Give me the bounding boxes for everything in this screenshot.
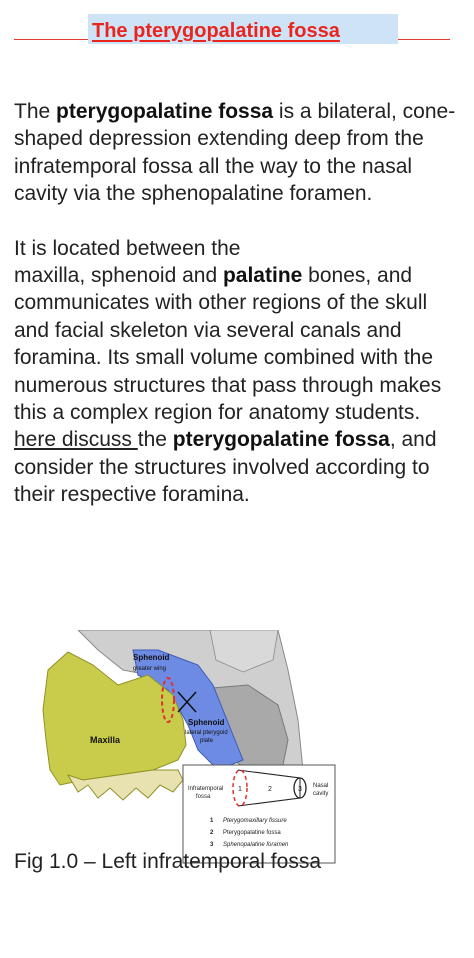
underlined-text: here discuss xyxy=(14,428,138,452)
title-banner xyxy=(88,14,398,44)
bold-term: pterygopalatine fossa xyxy=(56,100,274,123)
inset-number-2: 2 xyxy=(268,786,272,793)
legend-number: 3 xyxy=(210,842,214,848)
label-sphenoid-plate: Sphenoid xyxy=(188,718,225,727)
inset-right-label-2: cavity xyxy=(313,791,329,797)
inset-left-label: Infratemporal xyxy=(188,786,224,792)
bold-term: pterygopalatine fossa xyxy=(172,428,390,452)
bold-term: palatine xyxy=(222,264,303,288)
inset-right-label: Nasal xyxy=(313,783,329,789)
label-lateral-plate: lateral pterygoid xyxy=(185,730,228,736)
anatomy-illustration xyxy=(38,630,338,865)
text-segment: the xyxy=(137,428,173,452)
body-text xyxy=(14,98,462,509)
page-title: The pterygopalatine fossa xyxy=(92,20,340,42)
text-segment: It is located between the xyxy=(14,236,241,260)
inset-number-3: 3 xyxy=(298,786,302,793)
text-segment: bones, and communicates with other regions of the skull and facial skeleton via several canals and foramina. Its small volume combined with the numerous structures that pass through makes this a complex region for anatomy students. xyxy=(14,264,442,425)
paragraph-location xyxy=(14,235,462,509)
text-segment: maxilla, sphenoid and xyxy=(14,264,223,288)
inset-number-1: 1 xyxy=(238,786,242,793)
legend-number: 2 xyxy=(210,830,214,836)
text-segment: The xyxy=(14,100,57,123)
text-segment: is a bilateral, cone-shaped depression extending deep from the infratemporal fossa all the way to the nasal cavity via the sphenopalatine foramen. xyxy=(14,100,456,206)
label-maxilla: Maxilla xyxy=(90,735,121,745)
legend-number: 1 xyxy=(210,818,214,824)
label-sphenoid-top: Sphenoid xyxy=(133,653,170,662)
legend-text: Sphenopalatine foramen xyxy=(223,842,289,848)
label-lateral-plate-2: plate xyxy=(200,738,214,744)
legend-text: Pterygomaxillary fissure xyxy=(223,818,287,824)
figure-caption: Fig 1.0 – Left infratemporal fossa xyxy=(14,850,321,873)
anatomy-figure xyxy=(38,630,338,865)
paragraph-intro xyxy=(14,98,462,208)
legend-text: Pterygopalatine fossa xyxy=(223,830,281,836)
text-segment: , and consider the structures involved according to their respective foramina. xyxy=(14,428,437,507)
inset-left-label-2: fossa xyxy=(196,794,211,800)
label-greater-wing: greater wing xyxy=(133,666,167,672)
